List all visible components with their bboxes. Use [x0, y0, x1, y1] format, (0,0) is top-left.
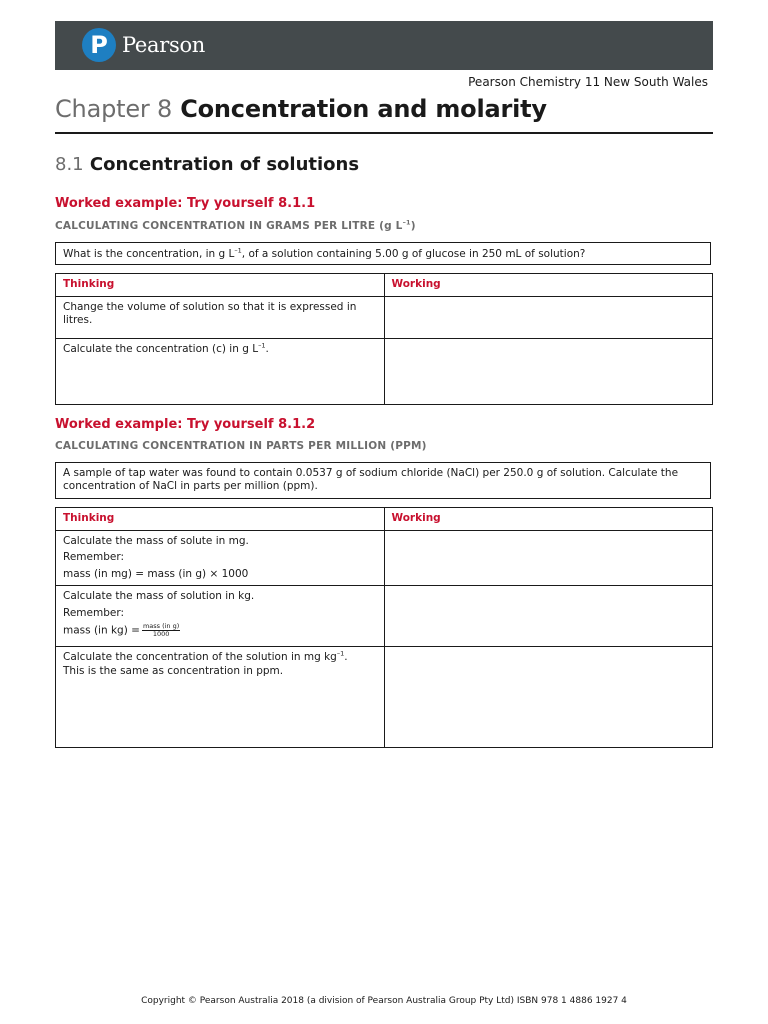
- thinking-line: Calculate the mass of solution in kg.: [63, 590, 255, 602]
- chapter-number: Chapter 8: [55, 95, 173, 123]
- formula-lhs: mass (in kg) =: [63, 624, 140, 637]
- section-name: Concentration of solutions: [89, 154, 360, 175]
- working-cell[interactable]: [384, 586, 712, 647]
- section-title: [55, 153, 359, 177]
- thinking-text-b: .: [344, 651, 348, 663]
- thinking-text-a: Calculate the concentration of the solution in mg kg: [63, 651, 337, 663]
- example1-question: [55, 242, 711, 265]
- example1-title: Worked example: Try yourself 8.1.1: [55, 196, 316, 211]
- example1-subtitle-end: ): [410, 220, 416, 232]
- table-row: [56, 586, 713, 647]
- working-cell[interactable]: [384, 647, 712, 748]
- thinking-text-b: .: [265, 342, 269, 355]
- copyright-footer: Copyright © Pearson Australia 2018 (a division of Pearson Australia Group Pty Ltd) ISBN 978 1 4886 1927 4: [141, 996, 627, 1006]
- thinking-cell: [56, 530, 385, 586]
- thinking-text-sup: –1: [336, 649, 345, 658]
- section-number: 8.1: [55, 154, 84, 175]
- table-header-row: [56, 274, 713, 297]
- thinking-line: Remember:: [63, 551, 124, 563]
- thinking-cell: [56, 647, 385, 748]
- thinking-line: mass (in mg) = mass (in g) × 1000: [63, 567, 249, 580]
- fraction-denominator: 1000: [152, 630, 170, 638]
- table-row: [56, 338, 713, 404]
- thinking-header: Thinking: [56, 274, 385, 297]
- chapter-name: Concentration and molarity: [180, 95, 547, 123]
- working-header: Working: [384, 274, 712, 297]
- thinking-header: Thinking: [56, 508, 385, 531]
- thinking-line: [63, 651, 377, 665]
- thinking-text-a: Calculate the concentration (c) in g L: [63, 342, 259, 355]
- book-title: Pearson Chemistry 11 New South Wales: [468, 75, 708, 89]
- thinking-line: This is the same as concentration in ppm.: [63, 664, 284, 677]
- thinking-line: Remember:: [63, 606, 124, 619]
- working-cell[interactable]: [384, 338, 712, 404]
- example2-table: [55, 507, 713, 748]
- example1-question-b: , of a solution containing 5.00 g of glucose in 250 mL of solution?: [241, 248, 586, 260]
- example2-title: Worked example: Try yourself 8.1.2: [55, 417, 316, 432]
- thinking-text: Change the volume of solution so that it is expressed in litres.: [63, 300, 357, 326]
- chapter-title: [55, 93, 547, 125]
- thinking-cell: [56, 586, 385, 647]
- pearson-logo-icon: [82, 28, 116, 62]
- example1-question-sup: –1: [234, 246, 242, 255]
- working-cell[interactable]: [384, 296, 712, 338]
- thinking-cell: [56, 296, 385, 338]
- example2-question: A sample of tap water was found to contain 0.0537 g of sodium chloride (NaCl) per 250.0 g of solution. Calculate the concentration of NaCl in parts per million (ppm).: [55, 462, 711, 499]
- example2-subtitle: CALCULATING CONCENTRATION IN PARTS PER MILLION (PPM): [55, 440, 427, 452]
- working-cell[interactable]: [384, 530, 712, 586]
- thinking-line: [63, 623, 377, 638]
- thinking-text-sup: –1: [258, 341, 266, 349]
- thinking-cell: [56, 338, 385, 404]
- example1-question-a: What is the concentration, in g L: [63, 248, 235, 260]
- fraction: [142, 623, 180, 638]
- table-row: [56, 647, 713, 748]
- table-row: [56, 296, 713, 338]
- working-header: Working: [384, 508, 712, 531]
- chapter-divider: [55, 132, 713, 134]
- thinking-line: Calculate the mass of solute in mg.: [63, 534, 249, 547]
- logo-letter: P: [90, 31, 108, 59]
- table-row: [56, 530, 713, 586]
- header-bar: [55, 21, 713, 70]
- example1-subtitle-text: CALCULATING CONCENTRATION IN GRAMS PER LITRE (g L: [55, 220, 403, 232]
- example1-subtitle-sup: –1: [402, 218, 411, 227]
- example1-table: [55, 273, 713, 405]
- example1-subtitle: [55, 219, 416, 233]
- fraction-numerator: mass (in g): [142, 622, 180, 630]
- logo-wordmark: Pearson: [122, 33, 206, 57]
- table-header-row: [56, 508, 713, 531]
